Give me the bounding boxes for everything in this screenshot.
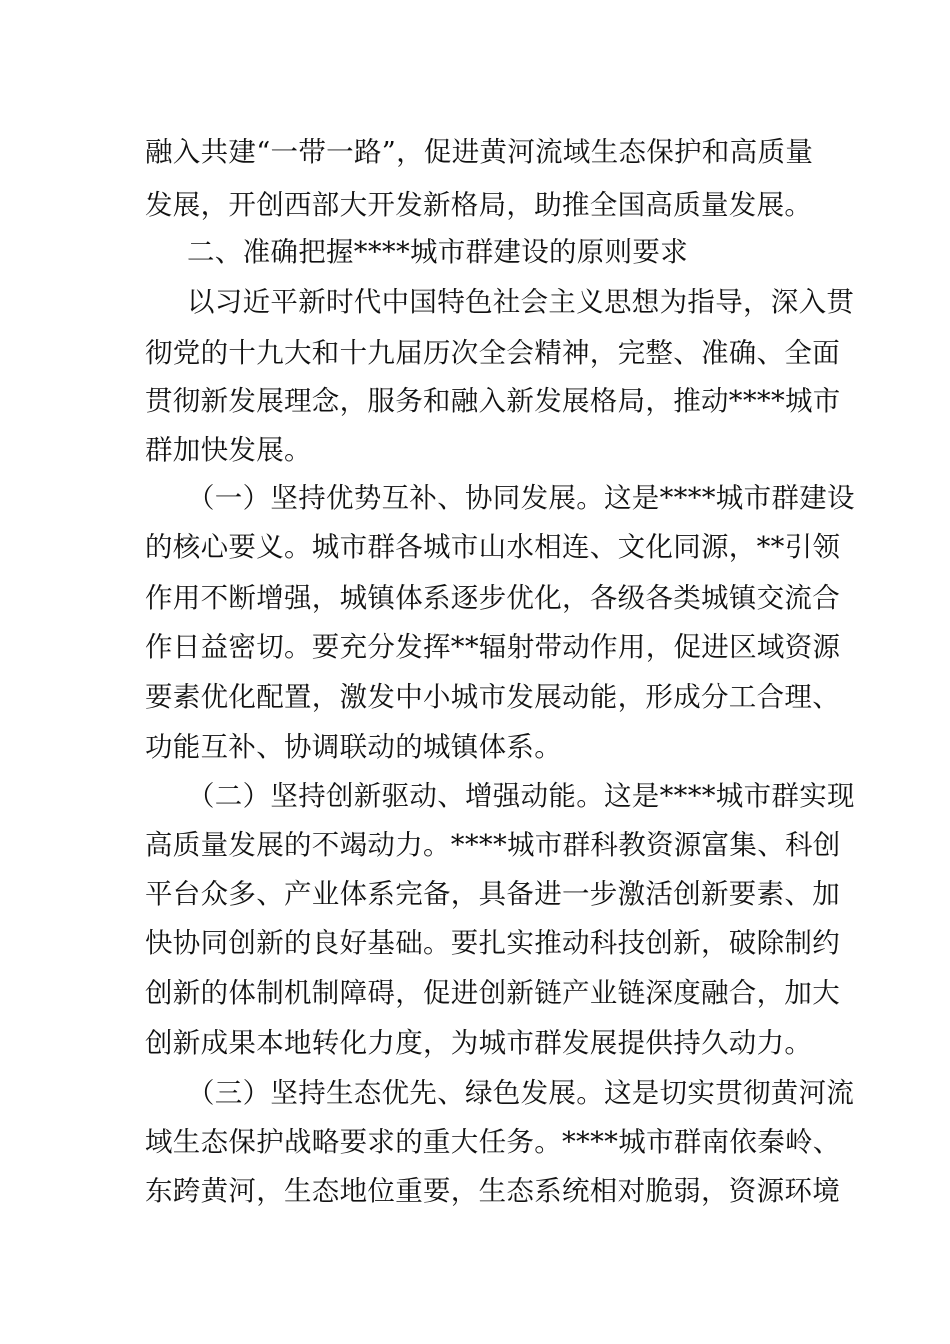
- text-line: 创新的体制机制障碍，促进创新链产业链深度融合，加大: [145, 977, 840, 1009]
- text-line: 快协同创新的良好基础。要扎实推动科技创新，破除制约: [145, 927, 840, 959]
- text-line: （三）坚持生态优先、绿色发展。这是切实贯彻黄河流: [187, 1077, 855, 1109]
- section-heading: 二、准确把握****城市群建设的原则要求: [187, 236, 688, 268]
- text-line: 域生态保护战略要求的重大任务。****城市群南依秦岭、: [145, 1126, 841, 1158]
- text-line: 要素优化配置，激发中小城市发展动能，形成分工合理、: [145, 681, 840, 713]
- text-line: 创新成果本地转化力度，为城市群发展提供持久动力。: [145, 1027, 813, 1059]
- text-line: 作日益密切。要充分发挥**辐射带动作用，促进区域资源: [145, 631, 841, 663]
- text-line: （一）坚持优势互补、协同发展。这是****城市群建设: [187, 482, 855, 514]
- text-line: 彻党的十九大和十九届历次全会精神，完整、准确、全面: [145, 337, 840, 369]
- text-line: 发展，开创西部大开发新格局，助推全国高质量发展。: [145, 189, 813, 221]
- text-line: 功能互补、协调联动的城镇体系。: [145, 731, 562, 763]
- text-line: 高质量发展的不竭动力。****城市群科教资源富集、科创: [145, 829, 841, 861]
- text-line: （二）坚持创新驱动、增强动能。这是****城市群实现: [187, 780, 855, 812]
- text-line: 融入共建“一带一路”，促进黄河流域生态保护和高质量: [145, 136, 814, 168]
- text-line: 群加快发展。: [145, 434, 312, 466]
- text-line: 以习近平新时代中国特色社会主义思想为指导，深入贯: [187, 286, 855, 318]
- text-line: 平台众多、产业体系完备，具备进一步激活创新要素、加: [145, 878, 840, 910]
- text-line: 东跨黄河，生态地位重要，生态系统相对脆弱，资源环境: [145, 1175, 840, 1207]
- text-line: 贯彻新发展理念，服务和融入新发展格局，推动****城市: [145, 385, 841, 417]
- text-line: 作用不断增强，城镇体系逐步优化，各级各类城镇交流合: [145, 582, 840, 614]
- text-line: 的核心要义。城市群各城市山水相连、文化同源，**引领: [145, 531, 841, 563]
